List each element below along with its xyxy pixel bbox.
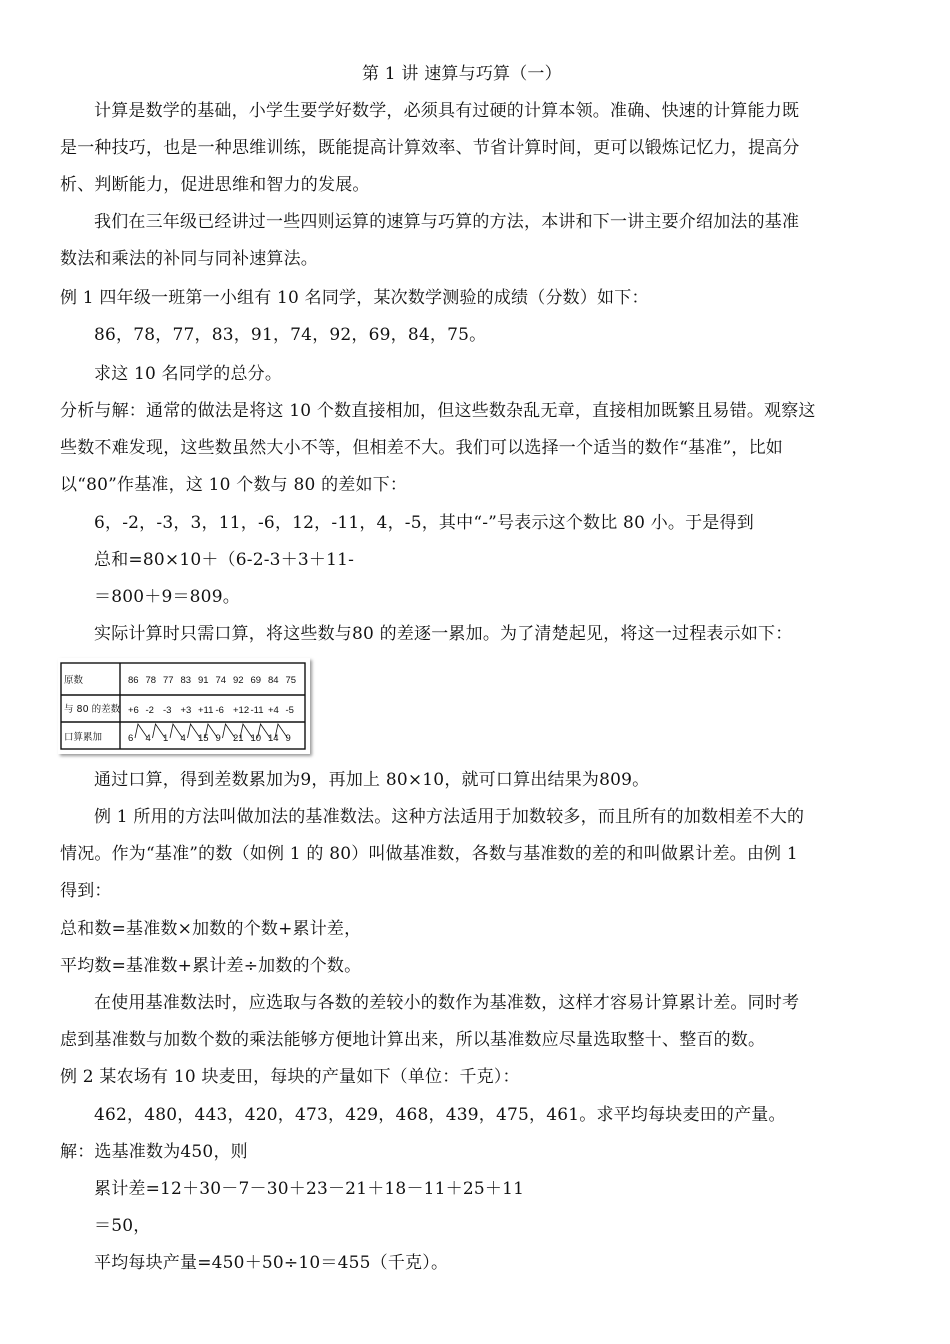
running-sum-cell: 15 xyxy=(198,733,209,744)
intro-paragraph-line: 我们在三年级已经讲过一些四则运算的速算与巧算的方法，本讲和下一讲主要介绍加法的基准 xyxy=(94,212,800,232)
mental-addition-table xyxy=(58,658,310,754)
formula-total: 总和数=基准数×加数的个数+累计差， xyxy=(60,919,362,939)
example1-differences: 6，-2，-3，3，11，-6，12，-11，4，-5，其中“-”号表示这个数比 80 小。于是得到 xyxy=(94,513,754,533)
running-sum-cell: 4 xyxy=(145,733,151,744)
row-label-differences: 与 80 的差数 xyxy=(64,704,121,715)
running-sum-cell: 14 xyxy=(268,733,279,744)
example2-solution: 解：选基准数为450，则 xyxy=(60,1142,248,1162)
difference-cell: -5 xyxy=(285,705,294,716)
running-sum-cell: 4 xyxy=(180,733,186,744)
accumulation-arrow xyxy=(153,724,166,738)
running-sum-cell: 9 xyxy=(215,733,221,744)
example1-analysis-line: 些数不难发现，这些数虽然大小不等，但相差不大。我们可以选择一个适当的数作“基准”，比如 xyxy=(60,438,783,458)
original-score-cell: 77 xyxy=(163,675,174,686)
explanation-line: 虑到基准数与加数个数的乘法能够方便地计算出来，所以基准数应尽量选取整十、整百的数。 xyxy=(60,1030,766,1050)
accumulation-arrow xyxy=(188,724,201,738)
difference-cell: -11 xyxy=(250,705,264,716)
row-label-originals: 原数 xyxy=(64,675,84,686)
explanation-line: 得到： xyxy=(60,881,112,901)
difference-cell: -6 xyxy=(215,705,224,716)
example1-sum-line: ＝800＋9＝809。 xyxy=(94,587,240,607)
original-score-cell: 86 xyxy=(128,675,139,686)
accumulation-arrow xyxy=(135,724,148,738)
original-score-cell: 74 xyxy=(215,675,227,686)
example1-heading: 例 1 四年级一班第一小组有 10 名同学，某次数学测验的成绩（分数）如下： xyxy=(60,288,649,308)
example1-question: 求这 10 名同学的总分。 xyxy=(94,364,283,384)
page-title: 第 1 讲 速算与巧算（一） xyxy=(362,64,562,84)
example2-calc-line: 累计差=12＋30－7－30＋23－21＋18－11＋25＋11 xyxy=(94,1179,525,1199)
accumulation-arrow xyxy=(223,724,236,738)
intro-paragraph-line: 是一种技巧，也是一种思维训练，既能提高计算效率、节省计算时间，更可以锻炼记忆力，提高分 xyxy=(60,138,800,158)
difference-cell: +4 xyxy=(268,705,279,716)
formula-average: 平均数=基准数+累计差÷加数的个数。 xyxy=(60,956,362,976)
explanation-line: 例 1 所用的方法叫做加法的基准数法。这种方法适用于加数较多，而且所有的加数相差不大的 xyxy=(94,807,805,827)
example1-analysis-line: 以“80”作基准，这 10 个数与 80 的差如下： xyxy=(60,475,408,495)
example1-analysis-line: 分析与解：通常的做法是将这 10 个数直接相加，但这些数杂乱无章，直接相加既繁且易错。观察这 xyxy=(60,401,816,421)
original-score-cell: 84 xyxy=(268,675,279,686)
difference-cell: +11 xyxy=(198,705,214,716)
example2-calc-line: ＝50， xyxy=(94,1216,151,1236)
example1-mental-note: 实际计算时只需口算，将这些数与80 的差逐一累加。为了清楚起见，将这一过程表示如下： xyxy=(94,624,793,644)
explanation-line: 情况。作为“基准”的数（如例 1 的 80）叫做基准数，各数与基准数的差的和叫做累计差。由例 1 xyxy=(60,844,798,864)
intro-paragraph-line: 计算是数学的基础，小学生要学好数学，必须具有过硬的计算本领。准确、快速的计算能力既 xyxy=(94,101,800,121)
accumulation-arrow xyxy=(170,724,183,738)
example2-calc-line: 平均每块产量=450＋50÷10＝455（千克）。 xyxy=(94,1253,449,1273)
original-score-cell: 92 xyxy=(233,675,244,686)
running-sum-cell: 9 xyxy=(285,733,291,744)
difference-cell: +12 xyxy=(233,705,250,716)
original-score-cell: 91 xyxy=(198,675,209,686)
difference-cell: +3 xyxy=(180,705,192,716)
example1-sum-line: 总和=80×10＋（6-2-3＋3＋11- xyxy=(94,550,355,570)
running-sum-cell: 10 xyxy=(250,733,262,744)
example1-result: 通过口算，得到差数累加为9，再加上 80×10，就可口算出结果为809。 xyxy=(94,770,650,790)
example2-data: 462，480，443，420，473，429，468，439，475，461。求平均每块麦田的产量。 xyxy=(94,1105,786,1125)
example1-scores: 86，78，77，83，91，74，92，69，84，75。 xyxy=(94,325,487,345)
original-score-cell: 69 xyxy=(250,675,262,686)
running-sum-cell: 21 xyxy=(233,733,244,744)
difference-cell: -3 xyxy=(163,705,172,716)
original-score-cell: 78 xyxy=(145,675,157,686)
difference-cell: -2 xyxy=(145,705,154,716)
intro-paragraph-line: 析、判断能力，促进思维和智力的发展。 xyxy=(60,175,370,195)
running-sum-cell: 1 xyxy=(163,733,169,744)
row-label-running-sum: 口算累加 xyxy=(64,732,103,743)
difference-cell: +6 xyxy=(128,705,139,716)
running-sum-cell: 6 xyxy=(128,733,134,744)
original-score-cell: 83 xyxy=(180,675,192,686)
explanation-line: 在使用基准数法时，应选取与各数的差较小的数作为基准数，这样才容易计算累计差。同时考 xyxy=(94,993,800,1013)
example2-heading: 例 2 某农场有 10 块麦田，每块的产量如下（单位：千克）： xyxy=(60,1067,520,1087)
intro-paragraph-line: 数法和乘法的补同与同补速算法。 xyxy=(60,249,318,269)
original-score-cell: 75 xyxy=(285,675,297,686)
